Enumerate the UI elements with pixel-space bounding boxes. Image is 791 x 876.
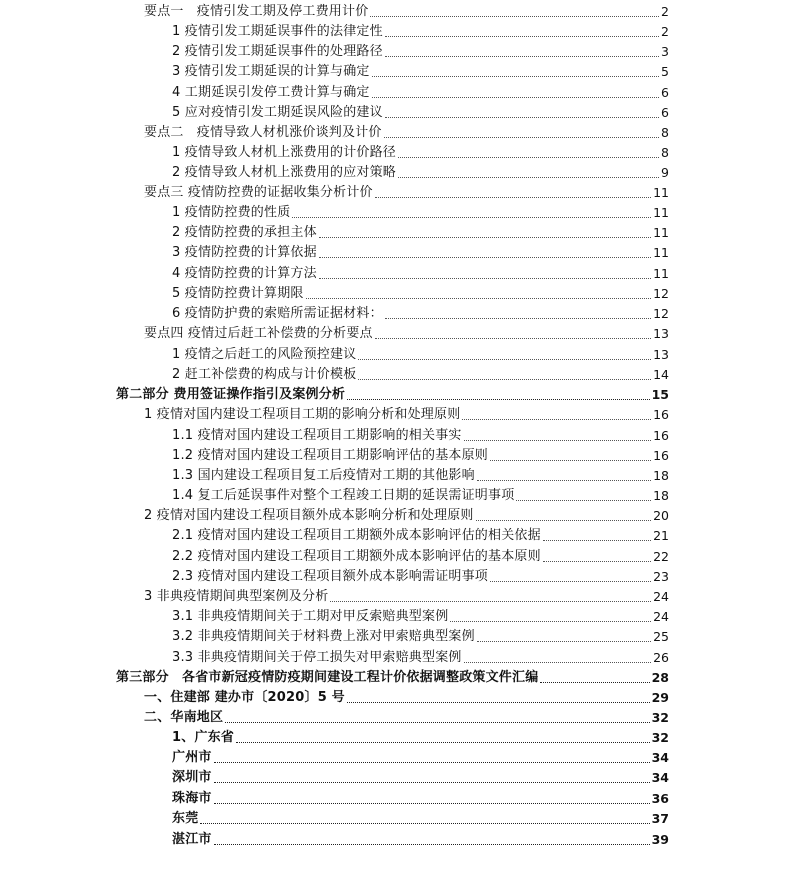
toc-page-number: 28: [651, 670, 669, 685]
toc-dot-leader: [464, 662, 651, 663]
toc-entry[interactable]: [116, 666, 669, 686]
toc-page-number: 24: [653, 589, 669, 604]
toc-entry[interactable]: [172, 484, 669, 504]
toc-dot-leader: [490, 581, 651, 582]
toc-page-number: 26: [653, 650, 669, 665]
toc-entry-title: 3.3 非典疫情期间关于停工损失对甲索赔典型案例: [172, 650, 462, 665]
toc-entry-title: 5 应对疫情引发工期延误风险的建议: [172, 105, 383, 120]
toc-dot-leader: [214, 762, 650, 763]
toc-page-number: 16: [653, 428, 669, 443]
toc-dot-leader: [347, 399, 649, 400]
toc-entry-title: 一、住建部 建办市〔2020〕5 号: [144, 690, 345, 705]
toc-entry-title: 2 赶工补偿费的构成与计价模板: [172, 367, 357, 382]
toc-dot-leader: [225, 722, 649, 723]
toc-dot-leader: [330, 601, 651, 602]
toc-page-number: 2: [661, 4, 669, 19]
toc-entry[interactable]: [172, 766, 669, 786]
toc-page-number: 9: [661, 165, 669, 180]
toc-page-number: 37: [651, 811, 669, 826]
toc-entry[interactable]: [144, 181, 669, 201]
toc-entry-title: 第三部分 各省市新冠疫情防疫期间建设工程计价依据调整政策文件汇编: [116, 670, 539, 685]
toc-page-number: 14: [653, 367, 669, 382]
toc-dot-leader: [476, 520, 651, 521]
toc-dot-leader: [543, 561, 651, 562]
toc-dot-leader: [372, 97, 659, 98]
toc-entry[interactable]: [172, 60, 669, 80]
toc-page-number: 24: [653, 609, 669, 624]
toc-entry-title: 2.2 疫情对国内建设工程项目工期额外成本影响评估的基本原则: [172, 549, 541, 564]
toc-dot-leader: [398, 177, 659, 178]
toc-entry[interactable]: [172, 101, 669, 121]
toc-dot-leader: [214, 803, 650, 804]
toc-entry[interactable]: [172, 524, 669, 544]
toc-entry[interactable]: [172, 201, 669, 221]
toc-dot-leader: [306, 298, 651, 299]
toc-entry-title: 1 疫情之后赶工的风险预控建议: [172, 347, 357, 362]
toc-entry-title: 2.1 疫情对国内建设工程项目工期额外成本影响评估的相关依据: [172, 528, 541, 543]
toc-entry-title: 2 疫情对国内建设工程项目额外成本影响分析和处理原则: [144, 508, 474, 523]
toc-entry-title: 珠海市: [172, 791, 212, 806]
toc-dot-leader: [292, 217, 651, 218]
toc-dot-leader: [540, 682, 649, 683]
toc-page-number: 22: [653, 549, 669, 564]
toc-page-number: 20: [653, 508, 669, 523]
toc-entry-title: 要点一 疫情引发工期及停工费用计价: [144, 4, 369, 19]
toc-entry-title: 2 疫情引发工期延误事件的处理路径: [172, 44, 383, 59]
toc-entry[interactable]: [172, 444, 669, 464]
toc-page-number: 18: [653, 468, 669, 483]
toc-page-number: 12: [653, 306, 669, 321]
toc-page-number: 8: [661, 145, 669, 160]
toc-entry[interactable]: [172, 828, 669, 848]
toc-page-number: 11: [653, 205, 669, 220]
toc-entry-title: 1.4 复工后延误事件对整个工程竣工日期的延误需证明事项: [172, 488, 515, 503]
toc-entry-title: 深圳市: [172, 770, 212, 785]
toc-dot-leader: [200, 823, 649, 824]
toc-entry[interactable]: [144, 706, 669, 726]
toc-page-number: 39: [651, 832, 669, 847]
toc-entry-title: 1 疫情导致人材机上涨费用的计价路径: [172, 145, 397, 160]
toc-page-number: 8: [661, 125, 669, 140]
toc-entry-title: 4 疫情防控费的计算方法: [172, 266, 317, 281]
toc-entry-title: 东莞: [172, 811, 199, 826]
toc-page-number: 11: [653, 245, 669, 260]
toc-dot-leader: [358, 379, 651, 380]
toc-page-number: 3: [661, 44, 669, 59]
toc-dot-leader: [214, 844, 650, 845]
toc-dot-leader: [477, 641, 651, 642]
toc-page-number: 25: [653, 629, 669, 644]
toc-entry[interactable]: [172, 262, 669, 282]
toc-entry[interactable]: [172, 282, 669, 302]
toc-entry-title: 3 疫情防控费的计算依据: [172, 245, 317, 260]
toc-entry[interactable]: [172, 161, 669, 181]
toc-dot-leader: [319, 278, 651, 279]
toc-dot-leader: [450, 621, 651, 622]
toc-entry-title: 2 疫情防控费的承担主体: [172, 225, 317, 240]
toc-entry[interactable]: [172, 625, 669, 645]
toc-entry[interactable]: [172, 363, 669, 383]
toc-page-number: 6: [661, 85, 669, 100]
toc-entry-title: 2 疫情导致人材机上涨费用的应对策略: [172, 165, 397, 180]
toc-entry-title: 5 疫情防控费计算期限: [172, 286, 304, 301]
toc-dot-leader: [462, 419, 651, 420]
toc-entry-title: 2.3 疫情对国内建设工程项目额外成本影响需证明事项: [172, 569, 489, 584]
toc-entry[interactable]: [172, 141, 669, 161]
toc-page-number: 13: [653, 326, 669, 341]
toc-entry-title: 3 非典疫情期间典型案例及分析: [144, 589, 329, 604]
toc-page-number: 21: [653, 528, 669, 543]
toc-entry[interactable]: [172, 807, 669, 827]
toc-entry-title: 1.3 国内建设工程项目复工后疫情对工期的其他影响: [172, 468, 475, 483]
toc-entry-title: 1 疫情引发工期延误事件的法律定性: [172, 24, 383, 39]
toc-entry[interactable]: [172, 545, 669, 565]
toc-entry-title: 二、华南地区: [144, 710, 224, 725]
toc-dot-leader: [370, 16, 659, 17]
toc-dot-leader: [319, 237, 651, 238]
toc-page-number: 11: [653, 266, 669, 281]
toc-dot-leader: [372, 76, 659, 77]
toc-entry[interactable]: [172, 241, 669, 261]
toc-dot-leader: [477, 480, 651, 481]
toc-page-number: 6: [661, 105, 669, 120]
toc-dot-leader: [464, 440, 651, 441]
toc-entry[interactable]: [172, 787, 669, 807]
toc-entry[interactable]: [172, 646, 669, 666]
toc-entry[interactable]: [172, 424, 669, 444]
toc-entry-title: 3 疫情引发工期延误的计算与确定: [172, 64, 370, 79]
toc-page-number: 36: [651, 791, 669, 806]
toc-entry[interactable]: [144, 686, 669, 706]
toc-page-number: 16: [653, 407, 669, 422]
toc-dot-leader: [516, 500, 651, 501]
toc-page-number: 16: [653, 448, 669, 463]
toc-entry[interactable]: [144, 403, 669, 423]
toc-entry-title: 要点三 疫情防控费的证据收集分析计价: [144, 185, 373, 200]
toc-entry-title: 1.1 疫情对国内建设工程项目工期影响的相关事实: [172, 428, 462, 443]
toc-entry[interactable]: [172, 221, 669, 241]
toc-entry-title: 要点二 疫情导致人材机涨价谈判及计价: [144, 125, 382, 140]
toc-entry[interactable]: [172, 565, 669, 585]
toc-page-number: 18: [653, 488, 669, 503]
toc-entry-title: 湛江市: [172, 832, 212, 847]
toc-entry-title: 1.2 疫情对国内建设工程项目工期影响评估的基本原则: [172, 448, 489, 463]
toc-dot-leader: [385, 36, 659, 37]
toc-entry[interactable]: [144, 504, 669, 524]
toc-entry[interactable]: [144, 121, 669, 141]
toc-page-number: 32: [651, 730, 669, 745]
toc-page-number: 23: [653, 569, 669, 584]
toc-entry[interactable]: [172, 605, 669, 625]
toc-page-number: 32: [651, 710, 669, 725]
toc-dot-leader: [385, 56, 659, 57]
toc-entry-title: 1 疫情对国内建设工程项目工期的影响分析和处理原则: [144, 407, 461, 422]
toc-page-number: 12: [653, 286, 669, 301]
toc-entry[interactable]: [172, 20, 669, 40]
toc-entry-title: 1、广东省: [172, 730, 235, 745]
toc-entry[interactable]: [172, 746, 669, 766]
toc-page-number: 13: [653, 347, 669, 362]
toc-entry[interactable]: [172, 81, 669, 101]
toc-dot-leader: [385, 318, 651, 319]
toc-entry[interactable]: [144, 585, 669, 605]
toc-dot-leader: [375, 197, 651, 198]
toc-dot-leader: [384, 137, 659, 138]
toc-dot-leader: [543, 540, 651, 541]
toc-page-number: 11: [653, 225, 669, 240]
toc-page-number: 2: [661, 24, 669, 39]
toc-dot-leader: [236, 742, 650, 743]
toc-page-number: 34: [651, 770, 669, 785]
toc-entry[interactable]: [172, 726, 669, 746]
toc-entry-title: 1 疫情防控费的性质: [172, 205, 291, 220]
toc-entry[interactable]: [172, 302, 669, 322]
toc-entry[interactable]: [116, 383, 669, 403]
toc-entry[interactable]: [172, 40, 669, 60]
toc-dot-leader: [214, 782, 650, 783]
toc-entry[interactable]: [172, 343, 669, 363]
toc-page-number: 11: [653, 185, 669, 200]
toc-dot-leader: [385, 117, 659, 118]
toc-dot-leader: [398, 157, 659, 158]
toc-entry-title: 4 工期延误引发停工费计算与确定: [172, 85, 370, 100]
toc-dot-leader: [358, 359, 651, 360]
toc-entry[interactable]: [144, 322, 669, 342]
toc-entry-title: 3.2 非典疫情期间关于材料费上涨对甲索赔典型案例: [172, 629, 475, 644]
toc-entry-title: 要点四 疫情过后赶工补偿费的分析要点: [144, 326, 373, 341]
toc-dot-leader: [375, 338, 651, 339]
toc-entry[interactable]: [144, 0, 669, 20]
toc-dot-leader: [347, 702, 650, 703]
toc-entry[interactable]: [172, 464, 669, 484]
toc-page-number: 15: [651, 387, 669, 402]
toc-page-number: 34: [651, 750, 669, 765]
toc-dot-leader: [319, 257, 651, 258]
toc-page-number: 29: [651, 690, 669, 705]
toc-dot-leader: [490, 460, 651, 461]
toc-page-number: 5: [661, 64, 669, 79]
toc-entry-title: 第二部分 费用签证操作指引及案例分析: [116, 387, 346, 402]
toc-entry-title: 6 疫情防护费的索赔所需证据材料：: [172, 306, 383, 321]
toc-entry-title: 3.1 非典疫情期间关于工期对甲反索赔典型案例: [172, 609, 449, 624]
toc-entry-title: 广州市: [172, 750, 212, 765]
